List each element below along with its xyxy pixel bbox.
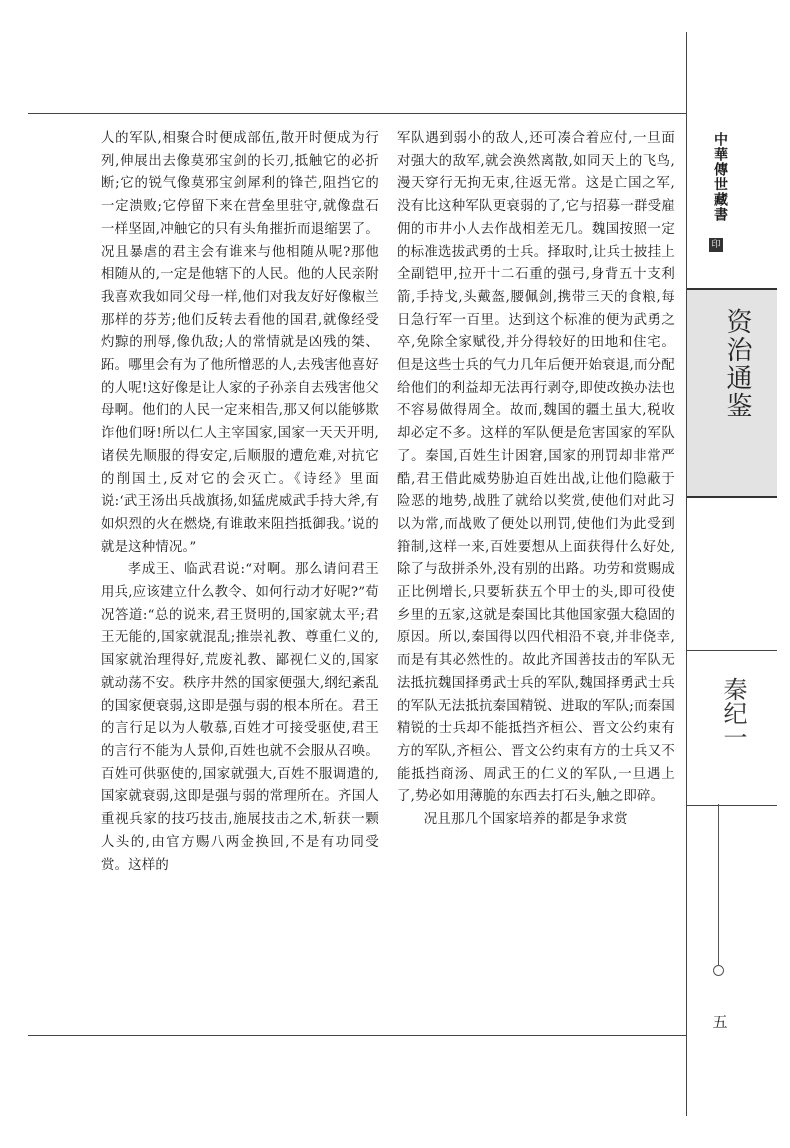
margin-rule: [686, 32, 687, 1116]
paragraph: 孝成王、临武君说:“对啊。那么请问君王用兵,应该建立什么教令、如何行动才好呢?”荀况答道:“总的说来,君王贤明的,国家就太平;君王无能的,国家就混乱;推崇礼教、尊重仁义的,国家就治理得好,荒废礼教、鄙视仁义的,国家就动荡不安。秩序井然的国家便强大,纲纪紊乱的国家便衰弱,这即是强与弱的根本所在。君王的言行足以为人敬慕,百姓才可接受驱使,君王的言行不能为人景仰,百姓也就不会服从召唤。百姓可供驱使的,国家就强大,百姓不服调遣的,国家就衰弱,这即是强与弱的常理所在。齐国人重视兵家的技巧技击,施展技击之术,斩获一颗人头的,由官方赐八两金换回,不是有功同受赏。这样的: [101, 562, 379, 873]
series-title: 中華傳世藏書: [712, 132, 728, 222]
chapter-title: 秦纪一: [719, 677, 747, 749]
side-ornament-dot: [713, 965, 724, 976]
left-text-column: [101, 128, 379, 877]
seal-icon: 印: [709, 238, 723, 252]
paragraph: 人的军队,相聚合时便成部伍,散开时便成为行列,伸展出去像莫邪宝剑的长刃,抵触它的必折断;它的锐气像莫邪宝剑犀利的锋芒,阻挡它的一定溃败;它停留下来在营垒里驻守,就像盘石一样坚固,冲触它的只有头角摧折而退缩罢了。况且暴虐的君主会有谁来与他相随从呢?那他相随从的,一定是他辖下的人民。他的人民亲附我喜欢我如同父母一样,他们对我友好好像椒兰那样的芬芳;他们反转去看他的国君,就像经受灼黥的刑辱,像仇敌;人的常情就是凶残的桀、跖。哪里会有为了他所憎恶的人,去残害他喜好的人呢!这好像是让人家的子孙亲自去残害他父母啊。他们的人民一定来相告,那又何以能够欺诈他们呀!所以仁人主宰国家,国家一天天开明,诸侯先顺服的得安定,后顺服的遭危难,对抗它的削国土,反对它的会灭亡。《诗经》里面说:‘武王汤出兵战旗扬,如猛虎威武手持大斧,有如炽烈的火在燃烧,有谁敢来阻挡抵御我。’说的就是这种情况。”: [101, 131, 379, 555]
bottom-rule: [28, 1035, 687, 1036]
paragraph: 况且那几个国家培养的都是争求赏: [423, 812, 628, 828]
book-title-box: [687, 288, 777, 498]
paragraph: 军队遇到弱小的敌人,还可凑合着应付,一旦面对强大的敌军,就会涣然离散,如同天上的飞鸟,漫天穿行无拘无束,往返无常。这是亡国之军,没有比这种军队更衰弱的了,它与招募一群受雇佣的市井小人去作战相差无几。魏国按照一定的标准选拔武勇的士兵。择取时,让兵士披挂上全副铠甲,拉开十二石重的强弓,身背五十支利箭,手持戈,头戴盔,腰佩剑,携带三天的食粮,每日急行军一百里。达到这个标准的便为武勇之卒,免除全家赋役,并分得较好的田地和住宅。但是这些士兵的气力几年后便开始衰退,而分配给他们的利益却无法再行剥夺,即使改换办法也不容易做得周全。故而,魏国的疆土虽大,税收却必定不多。这样的军队便是危害国家的军队了。秦国,百姓生计困窘,国家的刑罚却非常严酷,君王借此威势胁迫百姓出战,让他们隐蔽于险恶的地势,战胜了就给以奖赏,使他们对此习以为常,而战败了便处以刑罚,使他们为此受到箝制,这样一来,百姓要想从上面获得什么好处,除了与敌拼杀外,没有别的出路。功劳和赏赐成正比例增长,只要斩获五个甲士的头,即可役使乡里的五家,这就是秦国比其他国家强大稳固的原因。所以,秦国得以四代相沿不衰,并非侥幸,而是有其必然性的。故此齐国善技击的军队无法抵抗魏国择勇武士兵的军队,魏国择勇武士兵的军队无法抵抗秦国精锐、进取的军队;而秦国精锐的士兵却不能抵挡齐桓公、晋文公约束有方的军队,齐桓公、晋文公约束有方的士兵又不能抵挡商汤、周武王的仁义的军队,一旦遇上了,势必如用薄脆的东西去打石头,触之即碎。: [397, 131, 675, 805]
chapter-title-box: [687, 650, 777, 806]
side-ornament-line: [718, 804, 719, 966]
top-rule: [28, 113, 687, 114]
page-number: 五: [712, 1013, 728, 1031]
book-title: 资治通鉴: [722, 308, 752, 420]
right-text-column: [397, 128, 675, 832]
